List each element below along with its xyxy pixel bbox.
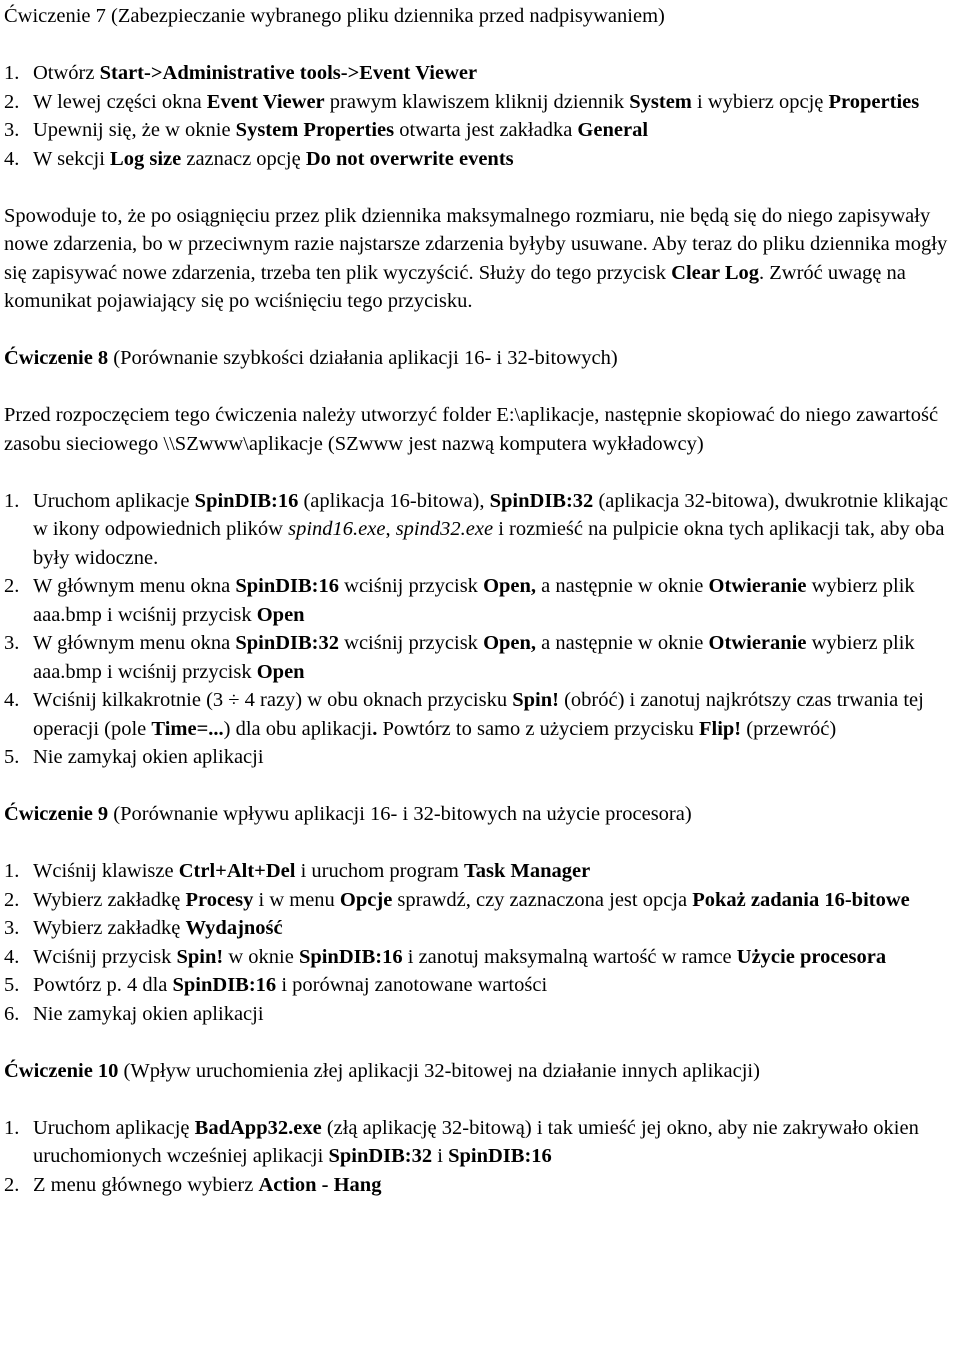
step-text [33,1174,381,1196]
step-text [33,62,477,84]
text-run: Nie zamykaj okien aplikacji [33,746,264,768]
text-run: (aplikacja 16-bitowa), [298,489,490,512]
text-run: SpinDIB:32 [489,489,594,512]
text-run: W głównym menu okna [33,575,236,597]
text-run: Wciśnij klawisze [33,860,179,882]
text-run: Upewnij się, że w oknie [33,119,236,141]
step-item [4,1114,956,1171]
text-run: SpinDIB:16 [448,1145,552,1167]
text-run: spind16.exe [288,518,386,540]
step-number: 3. [4,119,20,141]
text-run: SpinDIB:16 [298,945,403,968]
exercise-9-heading: Ćwiczenie 9 (Porównanie wpływu aplikacji 16- i 32-bitowych na użycie procesora) [4,803,692,825]
text-run: Spin! [512,689,559,711]
exercise-9 [4,800,956,1028]
text-run: (obróć) i zanotuj najkrótszy czas trwania tej operacji (pole [33,689,924,740]
step-item [4,487,956,573]
step-item [4,886,956,915]
text-run: i zanotuj maksymalną wartość w ramce [402,945,737,968]
text-run: SpinDIB:32 [235,632,340,654]
text-run: spind32.exe [395,518,494,540]
text-run: zaznacz opcję [181,147,306,170]
text-run: BadApp32.exe [194,1116,322,1139]
text-run: a następnie w oknie [536,575,709,597]
text-run: Powtórz to samo z użyciem przycisku [377,717,699,740]
text-run: wciśnij przycisk [339,575,484,597]
text-run: i wybierz opcję [691,90,829,113]
text-run: Otwórz [33,62,100,84]
step-item [4,971,956,1000]
step-item [4,116,956,145]
text-run: Uruchom aplikacje [33,489,195,512]
text-run: i porównaj zanotowane wartości [276,974,548,996]
step-number: 2. [4,888,20,911]
step-item [4,88,956,117]
step-number: 3. [4,632,20,654]
text-run: a następnie w oknie [536,632,709,654]
step-item [4,914,956,943]
text-run: Start->Administrative tools->Event Viewer [99,62,478,84]
step-item [4,629,956,686]
step-item [4,572,956,629]
text-run: i uruchom program [295,860,464,882]
text-run: Action - Hang [258,1173,382,1196]
text-run: Nie zamykaj okien aplikacji [33,1002,264,1025]
step-text [33,1003,264,1025]
exercise-8 [4,344,956,772]
step-text [33,1117,919,1168]
text-run: wybierz plik aaa.bmp i wciśnij przycisk [33,575,915,626]
text-run: Spowoduje to, że po osiągnięciu przez plik dziennika maksymalnego rozmiaru, nie będą się do niego zapisywały nowe zdarzenia, bo w przeciwnym razie najstarsze zdarzenia byłyby usuwane. Aby teraz do pliku dziennika mogły się zapisywać nowe zdarzenia, trzeba ten plik wyczyścić. Służy do tego przycisk [4,204,948,284]
step-number: 6. [4,1002,20,1025]
text-run: Wybierz zakładkę [33,888,186,911]
text-run: Open [256,660,305,683]
step-text [33,91,919,113]
step-item [4,857,956,886]
text-run: Z menu głównego wybierz [33,1173,259,1196]
text-run: Task Manager [463,860,591,882]
text-run: Uruchom aplikację [33,1116,195,1139]
step-item [4,1171,956,1200]
text-run: Properties [828,90,920,113]
text-run: General [577,119,649,141]
text-run: Użycie procesora [736,945,887,968]
text-run: Otwieranie [708,632,807,654]
step-text [33,917,283,939]
step-text [33,946,886,968]
step-number: 2. [4,1173,20,1196]
exercise-7-steps [4,59,956,173]
step-text [33,689,924,740]
step-text [33,575,915,626]
text-run: Log size [110,147,182,170]
step-text [33,974,547,996]
step-number: 1. [4,860,20,882]
step-number: 1. [4,1116,20,1139]
text-run: W lewej części okna [33,90,207,113]
exercise-7-paragraph [4,202,956,316]
text-run: w oknie [223,945,299,968]
text-run: Wybierz zakładkę [33,917,186,939]
text-run: . [372,717,378,740]
step-text [33,119,648,141]
text-run: wciśnij przycisk [339,632,484,654]
text-run: Do not overwrite events [305,147,514,170]
text-run: W głównym menu okna [33,632,236,654]
step-item [4,1000,956,1029]
exercise-8-paragraph [4,401,956,458]
text-run: SpinDIB:16 [235,575,340,597]
step-number: 5. [4,746,20,768]
text-run: (aplikacja 32-bitowa), dwukrotnie klikając w ikony odpowiednich plików [33,489,948,540]
text-run: Procesy [185,888,254,911]
text-run: Wciśnij przycisk [33,945,177,968]
exercise-8-steps [4,487,956,772]
text-run: sprawdź, czy zaznaczona jest opcja [392,888,693,911]
text-run: Wydajność [185,917,283,939]
text-run: Event Viewer [206,90,325,113]
step-item [4,743,956,772]
text-run: Wciśnij kilkakrotnie (3 ÷ 4 razy) w obu oknach przycisku [33,689,513,711]
step-number: 3. [4,917,20,939]
text-run: Open [256,603,305,626]
exercise-10-heading: Ćwiczenie 10 (Wpływ uruchomienia złej aplikacji 32-bitowej na działanie innych aplikacji) [4,1059,760,1082]
step-number: 1. [4,62,20,84]
step-text [33,746,264,768]
text-run: ) dla obu aplikacji [223,717,373,740]
text-run: Spin! [176,945,224,968]
text-run: . Zwróć uwagę na komunikat pojawiający się po wciśnięciu tego przycisku. [4,261,906,312]
text-run: (złą aplikację 32-bitową) i tak umieść jej okno, aby nie zakrywało okien uruchomionych wcześniej aplikacji [33,1116,919,1167]
text-run: System Properties [235,119,395,141]
text-run: i [432,1145,449,1167]
text-run: wybierz plik aaa.bmp i wciśnij przycisk [33,632,915,683]
text-run: Open, [483,575,537,597]
text-run: SpinDIB:16 [194,489,299,512]
step-text [33,889,910,911]
step-text [33,148,514,170]
step-text [33,860,590,882]
exercise-7-heading: Ćwiczenie 7 (Zabezpieczanie wybranego pliku dziennika przed nadpisywaniem) [4,5,665,27]
step-text [33,632,915,683]
exercise-8-heading: Ćwiczenie 8 (Porównanie szybkości działania aplikacji 16- i 32-bitowych) [4,347,618,369]
text-run: prawym klawiszem kliknij dziennik [324,90,630,113]
text-run: Pokaż zadania 16-bitowe [692,888,910,911]
step-number: 4. [4,689,20,711]
text-run: Opcje [339,888,393,911]
text-run: i w menu [253,888,340,911]
exercise-10 [4,1057,956,1200]
step-item [4,686,956,743]
step-number: 5. [4,974,20,996]
text-run: Time=... [151,717,224,740]
text-run: SpinDIB:32 [328,1145,433,1167]
text-run: Flip! [698,717,742,740]
text-run: System [629,90,692,113]
step-number: 1. [4,489,20,512]
exercise-7 [4,2,956,316]
step-number: 2. [4,90,20,113]
step-item [4,145,956,174]
text-run: Powtórz p. 4 dla [33,974,173,996]
text-run: SpinDIB:16 [172,974,277,996]
step-number: 2. [4,575,20,597]
text-run: Przed rozpoczęciem tego ćwiczenia należy utworzyć folder E:\aplikacje, następnie skopiować do niego zawartość zasobu sieciowego \\SZwww\aplikacje (SZwww jest nazwą komputera wykładowcy) [4,404,939,455]
step-number: 4. [4,945,20,968]
text-run: otwarta jest zakładka [394,119,578,141]
exercise-9-steps [4,857,956,1028]
text-run: (przewróć) [741,717,837,740]
text-run: Clear Log [671,261,760,284]
text-run: W sekcji [33,147,111,170]
step-item [4,943,956,972]
text-run: Open, [483,632,537,654]
text-run: Ctrl+Alt+Del [178,860,296,882]
step-number: 4. [4,147,20,170]
step-item [4,59,956,88]
text-run: Otwieranie [708,575,807,597]
exercise-10-steps [4,1114,956,1200]
step-text [33,490,948,569]
text-run: i rozmieść na pulpicie okna tych aplikacji tak, aby oba były widoczne. [33,518,945,569]
text-run: , [385,518,396,540]
